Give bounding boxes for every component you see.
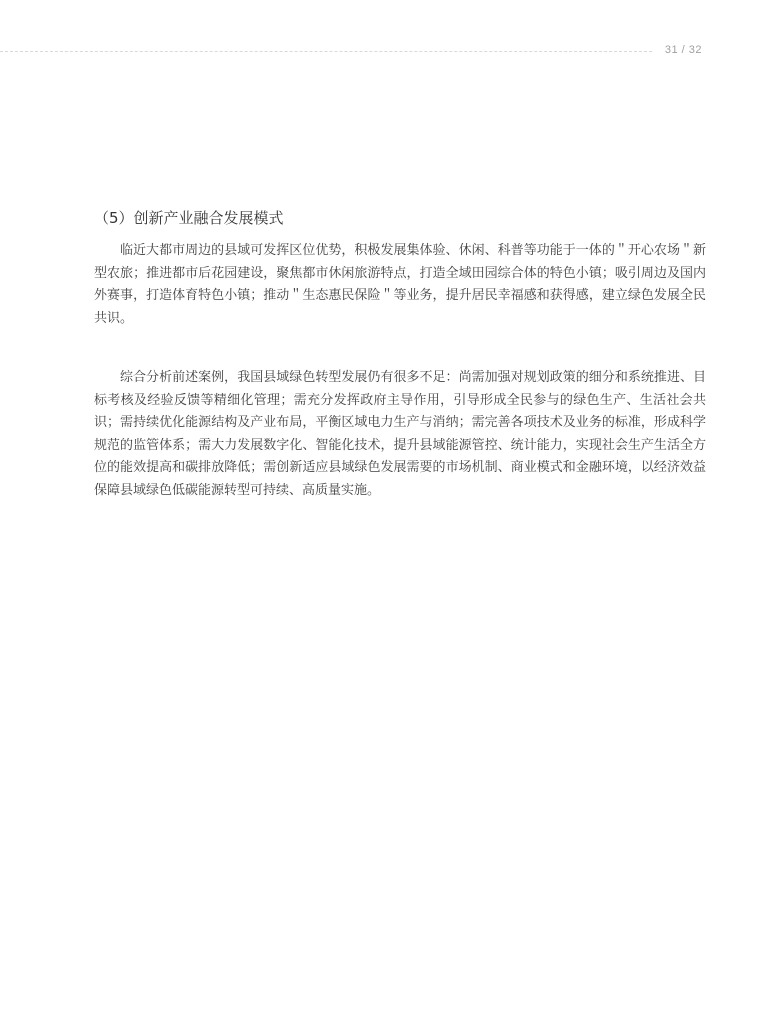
page-number: 31 / 32 — [664, 44, 702, 56]
paragraph-2: 综合分析前述案例，我国县域绿色转型发展仍有很多不足：尚需加强对规划政策的细分和系统推进、目标考核及经验反馈等精细化管理；需充分发挥政府主导作用，引导形成全民参与的绿色生产、生活社会共识；需持续优化能源结构及产业布局，平衡区域电力生产与消纳；需完善各项技术及业务的标准，形成科学规范的监管体系；需大力发展数字化、智能化技术，提升县域能源管控、统计能力，实现社会生产生活全方位的能效提高和碳排放降低；需创新适应县域绿色发展需要的市场机制、商业模式和金融环境，以经济效益保障县域绿色低碳能源转型可持续、高质量实施。 — [94, 370, 706, 498]
section-heading: （5）创新产业融合发展模式 — [94, 209, 284, 227]
paragraph-1: 临近大都市周边的县域可发挥区位优势，积极发展集体验、休闲、科普等功能于一体的＂开心农场＂新型农旅；推进都市后花园建设，聚焦都市休闲旅游特点，打造全域田园综合体的特色小镇；吸引周边及国内外赛事，打造体育特色小镇；推动＂生态惠民保险＂等业务，提升居民幸福感和获得感，建立绿色发展全民共识。 — [94, 243, 706, 326]
page-content — [94, 204, 706, 502]
header-divider — [0, 51, 652, 52]
